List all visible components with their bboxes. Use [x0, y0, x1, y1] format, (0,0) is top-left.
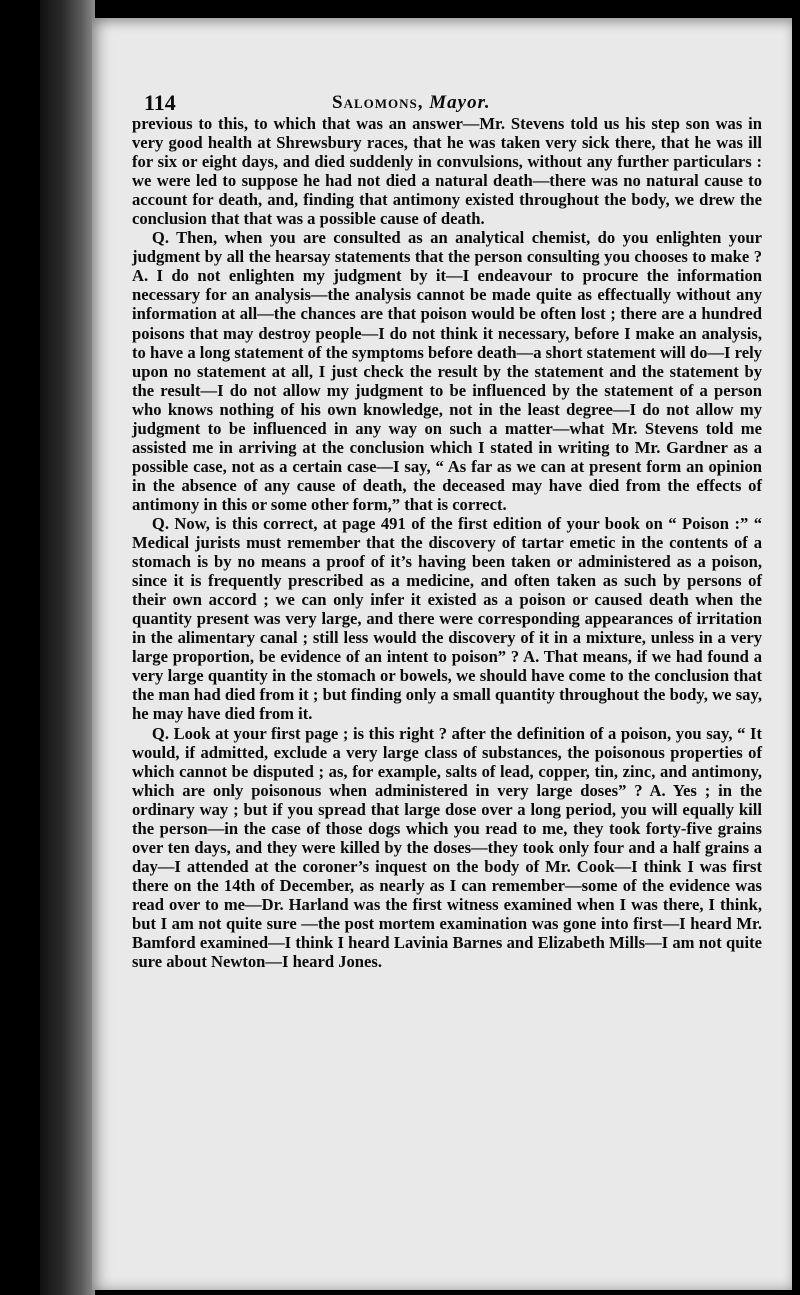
running-head-name: Salomons,	[332, 92, 424, 113]
page-header	[132, 68, 762, 115]
body-text	[132, 114, 762, 971]
running-head-title: Mayor.	[429, 92, 491, 113]
binding-edge	[40, 0, 95, 1295]
running-head	[332, 92, 491, 114]
page-number: 114	[144, 90, 176, 115]
paragraph: Q. Now, is this correct, at page 491 of the first edition of your book on “ Poison :” “ Medical jurists must remember that the discovery of tartar emetic in the contents of a stomach is by no means a proof of it’s having been taken or administered as a poison, since it is frequently prescribed as a medicine, and often taken as such by persons of their own accord ; we can only infer it existed as a poison or caused death when the quantity present was very large, and there were corresponding appearances of irritation in the alimentary canal ; still less would the discovery of it in a mixture, unless in a very large proportion, be evidence of an intent to poison” ? A. That means, if we had found a very large quantity in the stomach or bowels, we should have come to the conclusion that the man had died from it ; but finding only a small quantity throughout the body, we say, he may have died from it.	[132, 513, 762, 724]
paragraph: Q. Look at your first page ; is this right ? after the definition of a poison, you say, “ It would, if admitted, exclude a very large class of substances, the poisonous properties of which cannot be disputed ; as, for example, salts of lead, copper, tin, zinc, and antimony, which are only poisonous when administered in very large doses” ? A. Yes ; in the ordinary way ; but if you spread that large dose over a long period, you will equally kill the person—in the case of those dogs which you read to me, they took forty-five grains over ten days, and they were killed by the doses—they took only four and a half grains a day—I attended at the coroner’s inquest on the body of Mr. Cook—I think I was first there on the 14th of December, as nearly as I can remember—some of the evidence was read over to me—Dr. Harland was the first witness examined when I was there, I think, but I am not quite sure —the post mortem examination was gone into first—I heard Mr. Bamford examined—I think I heard Lavinia Barnes and Elizabeth Mills—I am not quite sure about Newton—I heard Jones.	[132, 723, 762, 972]
paragraph: previous to this, to which that was an answer—Mr. Stevens told us his step son was in very good health at Shrewsbury races, that he was taken very sick there, that he was ill for six or eight days, and died suddenly in convulsions, without any further particulars : we were led to suppose he had not died a natural death—there was no natural cause to account for death, and, finding that antimony existed throughout the body, we drew the conclusion that that was a possible cause of death.	[132, 114, 762, 229]
page-sheet	[92, 18, 792, 1290]
paragraph: Q. Then, when you are consulted as an analytical chemist, do you enlighten your judgment by all the hearsay statements that the person consulting you chooses to make ? A. I do not enlighten my judgment by it—I endeavour to procure the information necessary for an analysis—the analysis cannot be made quite as effectually without any information at all—the chances are that poison would be often lost ; there are a hundred poisons that may destroy people—I do not think it necessary, before I make an analysis, to have a long statement of the symptoms before death—a short statement will do—I rely upon no statement at all, I just check the result by the statement and the statement by the result—I do not allow my judgment to be influenced by the statement of a person who knows nothing of his own knowledge, not in the least degree—I do not allow my judgment to be influenced in any way on such a matter—what Mr. Stevens told me assisted me in arriving at the conclusion which I stated in writing to Mr. Gardner as a possible case, not as a certain case—I say, “ As far as we can at present form an opinion in the absence of any cause of death, the deceased may have died from the effects of antimony in this or some other form,” that is correct.	[132, 228, 762, 514]
page-content	[132, 68, 762, 971]
